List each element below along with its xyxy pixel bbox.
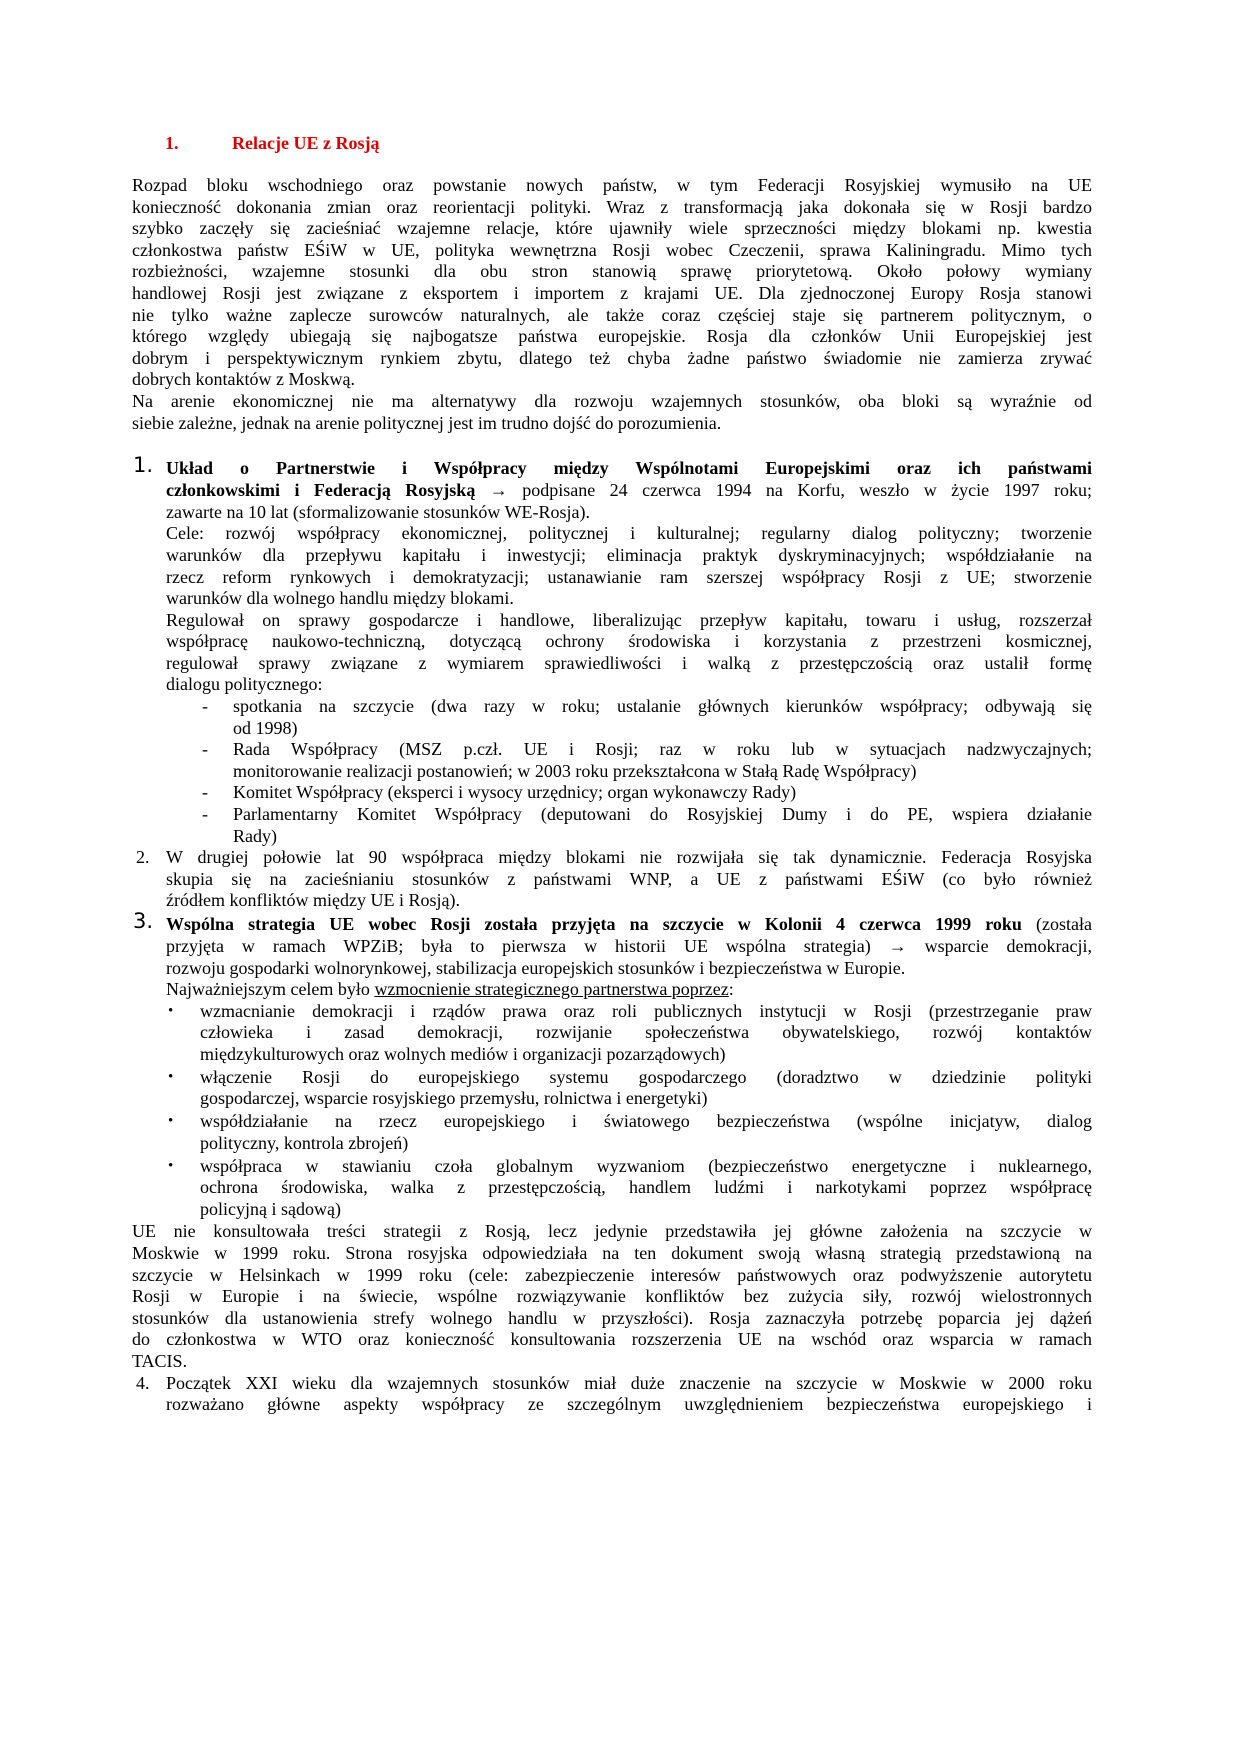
text-line: nie tylko ważne zaplecze surowców naturalnych, ale także coraz częściej staje się partnerem politycznym, o bbox=[132, 304, 1092, 325]
paragraph-block bbox=[132, 1221, 1092, 1372]
list-number: 1. bbox=[133, 453, 154, 478]
dash-marker: - bbox=[202, 739, 208, 760]
paragraph bbox=[166, 456, 1092, 523]
text-line: rzecz reform rynkowych i demokratyzacji; ustanawianie ram szerszej współpracy Rosji z UE; stworzenie bbox=[166, 566, 1092, 587]
numbered-item bbox=[132, 1373, 1092, 1416]
paragraph-block bbox=[132, 175, 1092, 434]
paragraph bbox=[166, 979, 1092, 1001]
text-line: człowieka i zasad demokracji, rozwijanie społeczeństwa obywatelskiego, rozwój kontaktów bbox=[200, 1022, 1092, 1043]
text-line: policyjną i sądową) bbox=[200, 1198, 341, 1219]
bullet-icon: • bbox=[168, 1002, 174, 1019]
dash-marker: - bbox=[202, 782, 208, 803]
text-line: spotkania na szczycie (dwa razy w roku; ustalanie głównych kierunków współpracy; odbywają się bbox=[233, 696, 1092, 717]
text-line: stosunków dla ustanowienia strefy wolnego handlu w przyszłości). Rosja zaznaczyła potrzebę poparcia jej dążeń bbox=[132, 1307, 1092, 1328]
text-line: monitorowanie realizacji postanowień; w 2003 roku przekształcona w Stałą Radę Współpracy) bbox=[233, 760, 917, 781]
text-line: dobrym i perspektywicznym rynkiem zbytu, dlatego też chyba żadne państwo świadomie nie zamierza zrywać bbox=[132, 347, 1092, 368]
text-line: Początek XXI wieku dla wzajemnych stosunków miał duże znaczenie na szczycie w Moskwie w 2000 roku bbox=[166, 1372, 1092, 1393]
bold-text: Układ o Partnerstwie i Współpracy między Wspólnotami Europejskimi oraz ich państwami bbox=[166, 458, 1092, 479]
dash-list bbox=[132, 696, 1092, 847]
list-number: 4. bbox=[136, 1372, 150, 1393]
text-line: gospodarczej, wsparcie rosyjskiego przemysłu, rolnictwa i energetyki) bbox=[200, 1088, 708, 1109]
text-line: Rosji w Europie i na świecie, wspólne rozwiązywanie konfliktów bez zużycia siły, rozwój wielostronnych bbox=[132, 1286, 1092, 1307]
text-line: ochrona środowiska, walka z przestępczością, handlem ludźmi i narkotykami poprzez współpracę bbox=[200, 1177, 1092, 1198]
text-span: (została bbox=[1021, 914, 1092, 934]
text-line: międzykulturowych oraz wolnych mediów i organizacji pozarządowych) bbox=[200, 1043, 726, 1064]
text-line: TACIS. bbox=[132, 1351, 188, 1372]
heading-number: 1. bbox=[165, 133, 179, 153]
text-span: podpisane 24 czerwca 1994 na Korfu, weszło w życie 1997 roku; bbox=[522, 480, 1092, 501]
numbered-item bbox=[132, 453, 1092, 696]
text-line: rozważano główne aspekty współpracy ze szczególnym uwzględnieniem bezpieczeństwa europejskiego i bbox=[166, 1394, 1092, 1415]
text-line: rozbieżności, wzajemne stosunki dla obu stron stanowią sprawę priorytetową. Około połowy wymiany bbox=[132, 261, 1092, 282]
text-span: Najważniejszym celem było bbox=[166, 979, 375, 1000]
text-line: Rady) bbox=[233, 825, 277, 846]
text-line: handlowej Rosji jest związane z eksportem i importem z krajami UE. Dla zjednoczonej Europy Rosja stanowi bbox=[132, 282, 1092, 303]
text-line bbox=[166, 480, 1092, 502]
text-line: siebie zależne, jednak na arenie politycznej jest im trudno dojść do porozumienia. bbox=[132, 412, 722, 433]
text-line: współdziałanie na rzecz europejskiego i światowego bezpieczeństwa (wspólne inicjatyw, dialog bbox=[200, 1111, 1092, 1132]
bullet-icon: • bbox=[168, 1068, 174, 1085]
text-line bbox=[166, 456, 1092, 480]
text-line: którego względy ubiegają się najbogatsze państwa europejskie. Rosja dla członków Unii Europejskiej jest bbox=[132, 326, 1092, 347]
paragraph bbox=[166, 610, 1092, 696]
text-line: Regulował on sprawy gospodarcze i handlowe, liberalizując przepływ kapitału, towaru i usług, rozszerzał bbox=[166, 609, 1092, 630]
text-line: regulował sprawy związane z wymiarem sprawiedliwości i walką z przestępczością oraz ustalił formę bbox=[166, 652, 1092, 673]
text-line: wzmacnianie demokracji i rządów prawa oraz roli publicznych instytucji w Rosji (przestrzeganie praw bbox=[200, 1000, 1092, 1021]
dash-list-item bbox=[132, 739, 1092, 782]
document-body bbox=[132, 175, 1092, 1416]
bold-text: członkowskimi i Federacją Rosyjską bbox=[166, 480, 490, 501]
dash-marker: - bbox=[202, 696, 208, 717]
paragraph bbox=[132, 1221, 1092, 1372]
text-line: współpracę naukowo-techniczną, dotyczącą ochrony środowiska i korzystania z przestrzeni kosmicznej, bbox=[166, 631, 1092, 652]
heading-title: Relacje UE z Rosją bbox=[232, 133, 380, 153]
text-line: konieczność dokonania zmian oraz reorientacji polityki. Wraz z transformacją jaka dokonała się w Rosji bardzo bbox=[132, 196, 1092, 217]
paragraph bbox=[166, 1373, 1092, 1416]
text-line bbox=[166, 979, 1092, 1001]
text-line: Moskwie w 1999 roku. Strona rosyjska odpowiedziała na ten dokument swoją własną strategią przedstawioną na bbox=[132, 1243, 1092, 1264]
bold-text: → bbox=[489, 480, 523, 501]
text-line: dialogu politycznego: bbox=[166, 674, 323, 695]
text-line: polityczny, kontrola zbrojeń) bbox=[200, 1132, 409, 1153]
text-line: przyjęta w ramach WPZiB; była to pierwsza w historii UE wspólna strategia) → wsparcie demokracji, bbox=[166, 936, 1092, 956]
numbered-item bbox=[132, 909, 1092, 1001]
text-span: : bbox=[728, 979, 734, 1000]
text-line: W drugiej połowie lat 90 współpraca między blokami nie rozwijała się tak dynamicznie. Federacja Rosyjska bbox=[166, 847, 1092, 868]
text-line: Rada Współpracy (MSZ p.czł. UE i Rosji; raz w roku lub w sytuacjach nadzwyczajnych; bbox=[233, 739, 1092, 760]
text-line: współpraca w stawianiu czoła globalnym wyzwaniom (bezpieczeństwo energetyczne i nuklearnego, bbox=[200, 1155, 1092, 1176]
text-line: włączenie Rosji do europejskiego systemu gospodarczego (doradztwo w dziedzinie polityki bbox=[200, 1066, 1092, 1087]
text-line bbox=[166, 912, 1092, 936]
bold-text: Wspólna strategia UE wobec Rosji została przyjęta na szczycie w Kolonii 4 czerwca 1999 roku bbox=[166, 914, 1022, 934]
section-heading bbox=[132, 132, 1092, 154]
text-line: zawarte na 10 lat (sformalizowanie stosunków WE-Rosja). bbox=[166, 501, 591, 522]
text-line: skupia się na zacieśnianiu stosunków z państwami WNP, a UE z państwami EŚiW (co było również bbox=[166, 868, 1092, 889]
text-line: dobrych kontaktów z Moskwą. bbox=[132, 369, 355, 390]
text-line: Parlamentarny Komitet Współpracy (deputowani do Rosyjskiej Dumy i do PE, wspiera działanie bbox=[233, 804, 1092, 825]
text-line: szybko zaczęły się zacieśniać wzajemne relacje, które ujawniły wiele sprzeczności między blokami np. kwestia bbox=[132, 218, 1092, 239]
text-line: Rozpad bloku wschodniego oraz powstanie nowych państw, w tym Federacji Rosyjskiej wymusiło na UE bbox=[132, 175, 1092, 195]
paragraph bbox=[132, 175, 1092, 391]
text-line: warunków dla przepływu kapitału i inwestycji; eliminacja praktyk dyskryminacyjnych; współdziałanie na bbox=[166, 544, 1092, 565]
text-line: Komitet Współpracy (eksperci i wysocy urzędnicy; organ wykonawczy Rady) bbox=[233, 782, 797, 803]
text-line: od 1998) bbox=[233, 717, 298, 738]
dash-marker: - bbox=[202, 804, 208, 825]
bullet-list bbox=[132, 1001, 1092, 1221]
text-line: do członkostwa w WTO oraz konieczność konsultowania rozszerzenia UE na wschód oraz wsparcia w ramach bbox=[132, 1329, 1092, 1350]
underlined-text: wzmocnienie strategicznego partnerstwa poprzez bbox=[374, 979, 729, 1000]
paragraph bbox=[166, 523, 1092, 609]
list-number: 2. bbox=[136, 847, 150, 868]
list-number: 3. bbox=[133, 909, 154, 933]
text-line: UE nie konsultowała treści strategii z Rosją, lecz jedynie przedstawiła jej główne założenia na szczycie w bbox=[132, 1221, 1092, 1242]
document-page bbox=[132, 132, 1092, 1416]
bullet-list-item bbox=[132, 1111, 1092, 1154]
text-line: członkostwa państw EŚiW w UE, polityka wewnętrzna Rosji wobec Czeczenii, sprawa Kaliningradu. Mimo tych bbox=[132, 239, 1092, 260]
dash-list-item bbox=[132, 782, 1092, 804]
text-line: rozwoju gospodarki wolnorynkowej, stabilizacja europejskich stosunków i bezpieczeństwa w Europie. bbox=[166, 957, 906, 978]
paragraph bbox=[166, 847, 1092, 912]
paragraph bbox=[166, 912, 1092, 979]
paragraph bbox=[132, 391, 1092, 434]
text-line: źródłem konfliktów między UE i Rosją). bbox=[166, 890, 460, 911]
dash-list-item bbox=[132, 804, 1092, 847]
text-line: Cele: rozwój współpracy ekonomicznej, politycznej i kulturalnej; regularny dialog polityczny; tworzenie bbox=[166, 523, 1092, 544]
bullet-list-item bbox=[132, 1156, 1092, 1221]
text-line: warunków dla wolnego handlu między blokami. bbox=[166, 588, 514, 609]
dash-list-item bbox=[132, 696, 1092, 739]
bullet-list-item bbox=[132, 1001, 1092, 1066]
text-line: szczycie w Helsinkach w 1999 roku (cele: zabezpieczenie interesów państwowych oraz podwyższenie autorytetu bbox=[132, 1264, 1092, 1285]
text-line: Na arenie ekonomicznej nie ma alternatywy dla rozwoju wzajemnych stosunków, oba bloki są wyraźnie od bbox=[132, 390, 1092, 411]
bullet-icon: • bbox=[168, 1157, 174, 1174]
bullet-icon: • bbox=[168, 1113, 174, 1130]
bullet-list-item bbox=[132, 1067, 1092, 1110]
numbered-item bbox=[132, 847, 1092, 912]
